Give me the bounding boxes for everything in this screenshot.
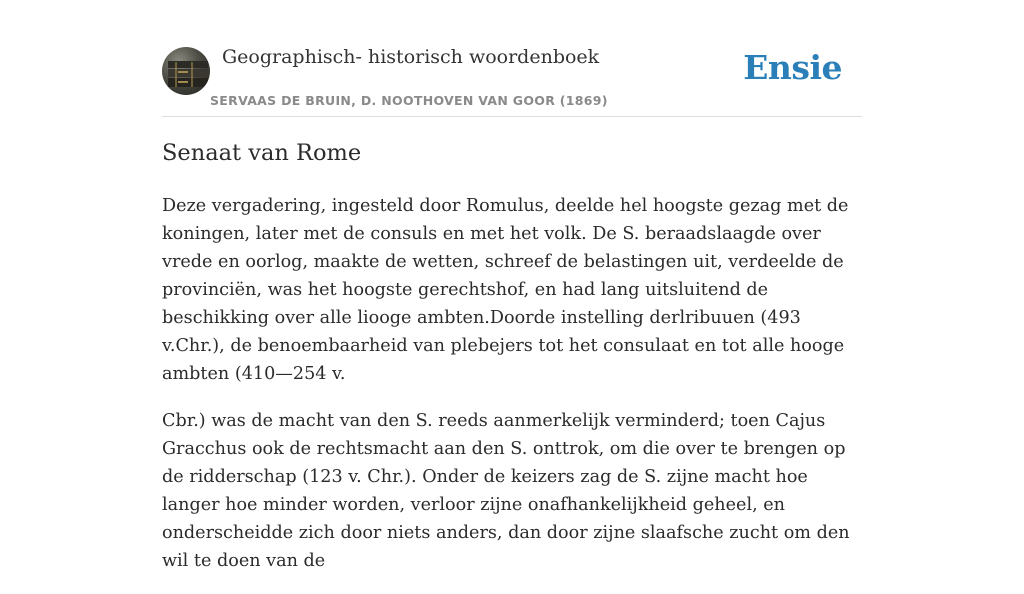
entry-paragraph: Deze vergadering, ingesteld door Romulus, deelde hel hoogste gezag met de koningen, later met de consuls en met het volk. De S. beraadslaagde over vrede en oorlog, maakte de wetten, schreef de belastingen uit, verdeelde de provinciën, was het hoogste gerechtshof, en had lang uitsluitend de beschikking over alle liooge ambten.Doorde instelling derlribuuen (493 v.Chr.), de benoembaarheid van plebejers tot het consulaat en tot alle hooge ambten (410—254 v. <box>162 196 849 384</box>
entry-title: Senaat van Rome <box>162 140 362 166</box>
entry-content <box>162 192 862 594</box>
book-cover-avatar[interactable] <box>162 47 210 95</box>
header <box>162 40 862 117</box>
book-spines-icon <box>162 47 210 95</box>
book-authors: SERVAAS DE BRUIN, D. NOOTHOVEN VAN GOOR (1869) <box>210 93 608 108</box>
book-title[interactable]: Geographisch- historisch woordenboek <box>222 46 600 68</box>
entry-paragraph: Cbr.) was de macht van den S. reeds aanmerkelijk verminderd; toen Cajus Gracchus ook de rechtsmacht aan den S. onttrok, om die over te brengen op de ridderschap (123 v. Chr.). Onder de keizers zag de S. zijne macht hoe langer hoe minder worden, verloor zijne onafhankelijkheid geheel, en onderscheidde zich door niets anders, dan door zijne slaafsche zucht om den wil te doen van de <box>162 411 850 571</box>
brand-logo[interactable]: Ensie <box>743 48 842 87</box>
